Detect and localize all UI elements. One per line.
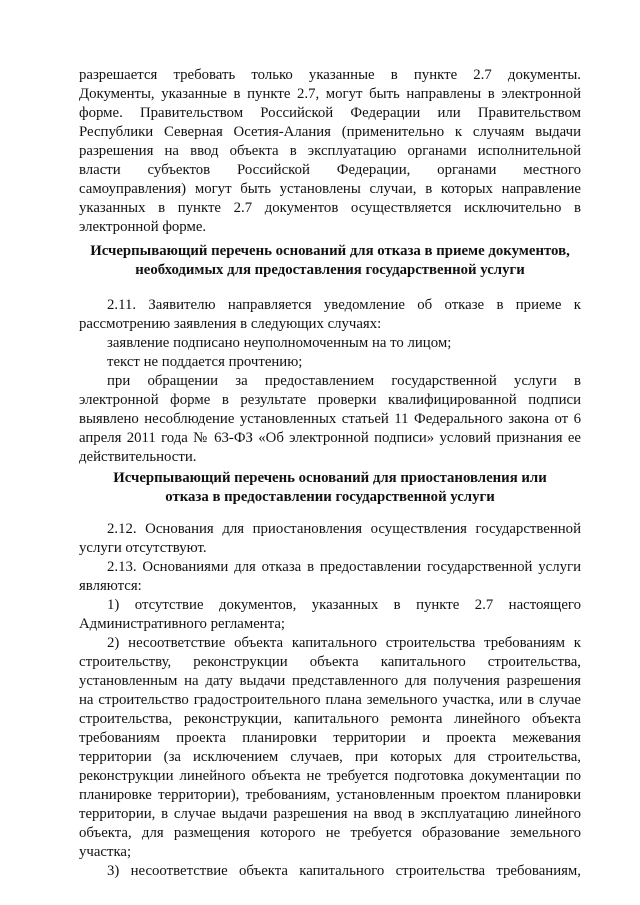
text-line: объекта, для размещения которого не требуется образование земельного [79, 825, 581, 841]
text-line: самоуправления) могут быть установлены случаи, в которых направление [79, 181, 581, 197]
text-line: выявлено несоблюдение установленных статьей 11 Федерального закона от 6 [79, 411, 581, 427]
text-line: 2.11. Заявителю направляется уведомление об отказе в приеме к [107, 297, 581, 313]
text-line: строительства, реконструкции, капитального ремонта линейного объекта [79, 711, 581, 727]
text-line: рассмотрению заявления в следующих случаях: [79, 316, 382, 332]
text-line: территории, в случае выдачи разрешения на ввод в эксплуатацию линейного [79, 806, 581, 822]
text-line: форме. Правительством Российской Федерации или Правительством [79, 105, 581, 121]
heading-line: Исчерпывающий перечень оснований для отказа в приеме документов, [90, 243, 570, 259]
text-line: электронной форме. [79, 219, 207, 235]
text-line: указанных в пункте 2.7 документов осуществляется исключительно в [79, 200, 581, 216]
text-line: являются: [79, 578, 142, 594]
text-line: разрешения на ввод объекта в эксплуатацию органами исполнительной [79, 143, 581, 159]
text-line: 2.13. Основаниями для отказа в предоставлении государственной услуги [107, 559, 581, 575]
heading-line: отказа в предоставлении государственной услуги [165, 489, 495, 505]
text-line: 1) отсутствие документов, указанных в пункте 2.7 настоящего [107, 597, 581, 613]
text-line: участка; [79, 844, 132, 860]
text-line: 3) несоответствие объекта капитального строительства требованиям, [107, 863, 581, 879]
paragraph-2-11 [79, 296, 581, 467]
text-line: строительству, реконструкции объекта капитального строительства, [79, 654, 581, 670]
text-line: Документы, указанные в пункте 2.7, могут быть направлены в электронной [79, 86, 581, 102]
text-line: текст не поддается прочтению; [107, 354, 303, 370]
text-line: 2.12. Основания для приостановления осуществления государственной [107, 521, 581, 537]
paragraph-electronic-documents [79, 66, 581, 237]
text-line: власти субъектов Российской Федерации, органами местного [79, 162, 581, 178]
heading-line: необходимых для предоставления государственной услуги [135, 262, 525, 278]
text-line: заявление подписано неуполномоченным на то лицом; [107, 335, 452, 351]
text-line: на строительство градостроительного плана земельного участка, или в случае [79, 692, 581, 708]
section-heading-refusal-acceptance [70, 242, 590, 280]
heading-line: Исчерпывающий перечень оснований для приостановления или [113, 470, 547, 486]
text-line: апреля 2011 года № 63-ФЗ «Об электронной подписи» условий признания ее [79, 430, 581, 446]
text-line: Республики Северная Осетия-Алания (применительно к случаям выдачи [79, 124, 581, 140]
text-line: разрешается требовать только указанные в пункте 2.7 документы. [79, 67, 581, 83]
section-heading-suspension-refusal [70, 469, 590, 507]
text-line: при обращении за предоставлением государственной услуги в [107, 373, 581, 389]
text-line: действительности. [79, 449, 197, 465]
text-line: 2) несоответствие объекта капитального строительства требованиям к [107, 635, 581, 651]
text-line: электронной форме в результате проверки квалифицированной подписи [79, 392, 581, 408]
text-line: услуги отсутствуют. [79, 540, 207, 556]
text-line: требованиям проекта планировки территории и проекта межевания [79, 730, 581, 746]
text-line: установленным на дату выдачи представленного для получения разрешения [79, 673, 581, 689]
text-line: планировке территории), требованиям, установленным проектом планировки [79, 787, 581, 803]
text-line: территории (за исключением случаев, при которых для строительства, [79, 749, 581, 765]
text-line: реконструкции линейного объекта не требуется подготовка документации по [79, 768, 581, 784]
text-line: Административного регламента; [79, 616, 286, 632]
paragraph-2-12-2-13 [79, 520, 581, 881]
